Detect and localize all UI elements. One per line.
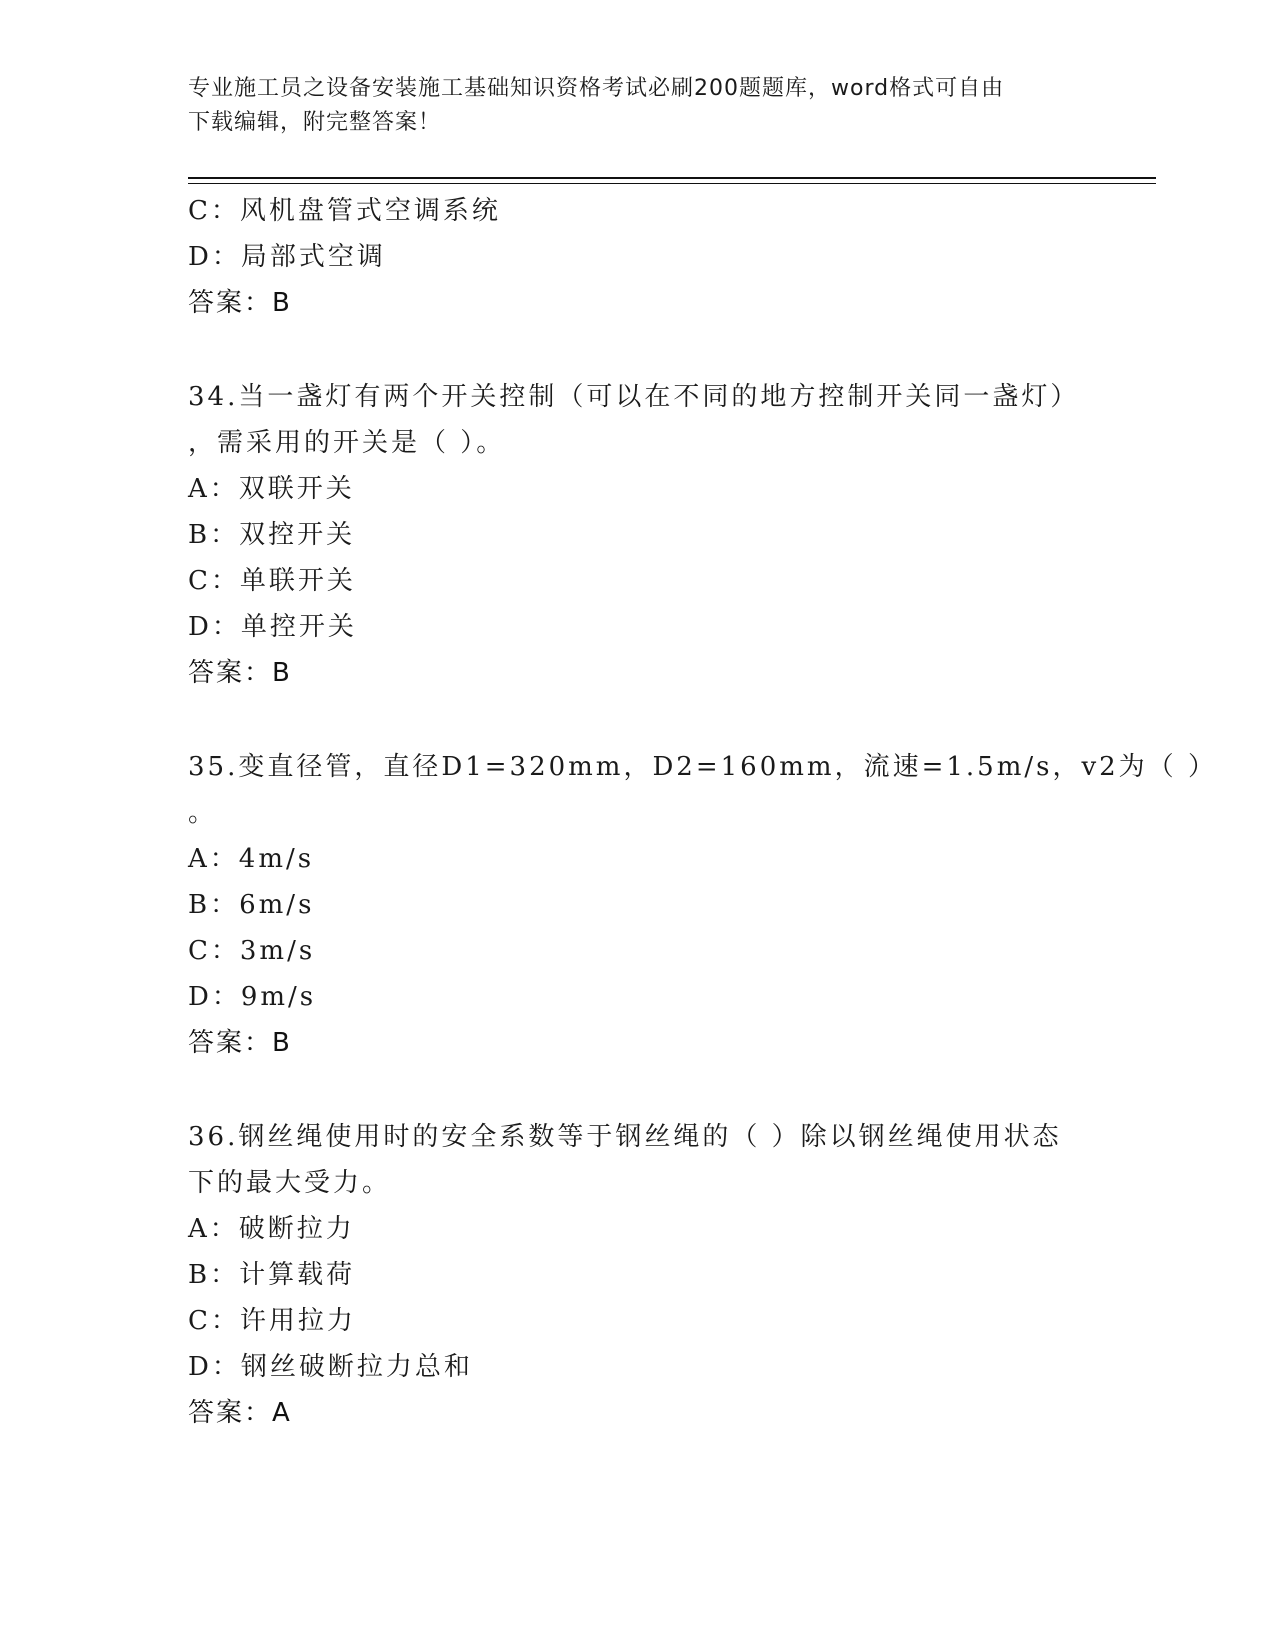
- question-stem-line-2: 。: [188, 798, 218, 828]
- option-d: D：钢丝破断拉力总和: [188, 1352, 473, 1382]
- question-stem-line-1: 36.钢丝绳使用时的安全系数等于钢丝绳的（ ）除以钢丝绳使用状态: [188, 1122, 1062, 1152]
- question-list: [188, 188, 1217, 1436]
- question-36: [188, 1114, 1088, 1436]
- option-d: D：局部式空调: [188, 242, 386, 272]
- header-line-1: 专业施工员之设备安装施工基础知识资格考试必刷200题题库，word格式可自由: [188, 76, 1005, 101]
- header-divider-thick: [188, 177, 1156, 179]
- option-c: C：3m/s: [188, 936, 316, 966]
- option-d: D：9m/s: [188, 982, 317, 1012]
- option-c: C：风机盘管式空调系统: [188, 196, 501, 226]
- option-b: B：计算载荷: [188, 1260, 356, 1290]
- option-b: B：6m/s: [188, 890, 315, 920]
- question-stem-line-1: 35.变直径管，直径D1=320mm，D2=160mm，流速=1.5m/s，v2为（ ）: [188, 752, 1217, 782]
- question-35: [188, 744, 1217, 1066]
- option-a: A：4m/s: [188, 844, 315, 874]
- spacer: [188, 1066, 1088, 1114]
- question-34: [188, 374, 1088, 696]
- option-b: B：双控开关: [188, 520, 356, 550]
- spacer: [188, 326, 1088, 374]
- header-line-2: 下载编辑，附完整答案！: [188, 110, 442, 135]
- option-a: A：破断拉力: [188, 1214, 355, 1244]
- option-c: C：许用拉力: [188, 1306, 356, 1336]
- question-stem-line-2: ，需采用的开关是（ ）。: [188, 428, 506, 458]
- question-33-fragment: [188, 188, 1088, 326]
- option-a: A：双联开关: [188, 474, 355, 504]
- document-header: [188, 72, 1088, 140]
- question-stem-line-1: 34.当一盏灯有两个开关控制（可以在不同的地方控制开关同一盏灯）: [188, 382, 1080, 412]
- answer-line: 答案：B: [188, 1028, 292, 1058]
- option-d: D：单控开关: [188, 612, 357, 642]
- answer-line: 答案：B: [188, 658, 292, 688]
- spacer: [188, 696, 1088, 744]
- answer-line: 答案：B: [188, 288, 292, 318]
- option-c: C：单联开关: [188, 566, 356, 596]
- header-divider-thin: [188, 183, 1156, 184]
- answer-line: 答案：A: [188, 1398, 292, 1428]
- question-stem-line-2: 下的最大受力。: [188, 1168, 392, 1198]
